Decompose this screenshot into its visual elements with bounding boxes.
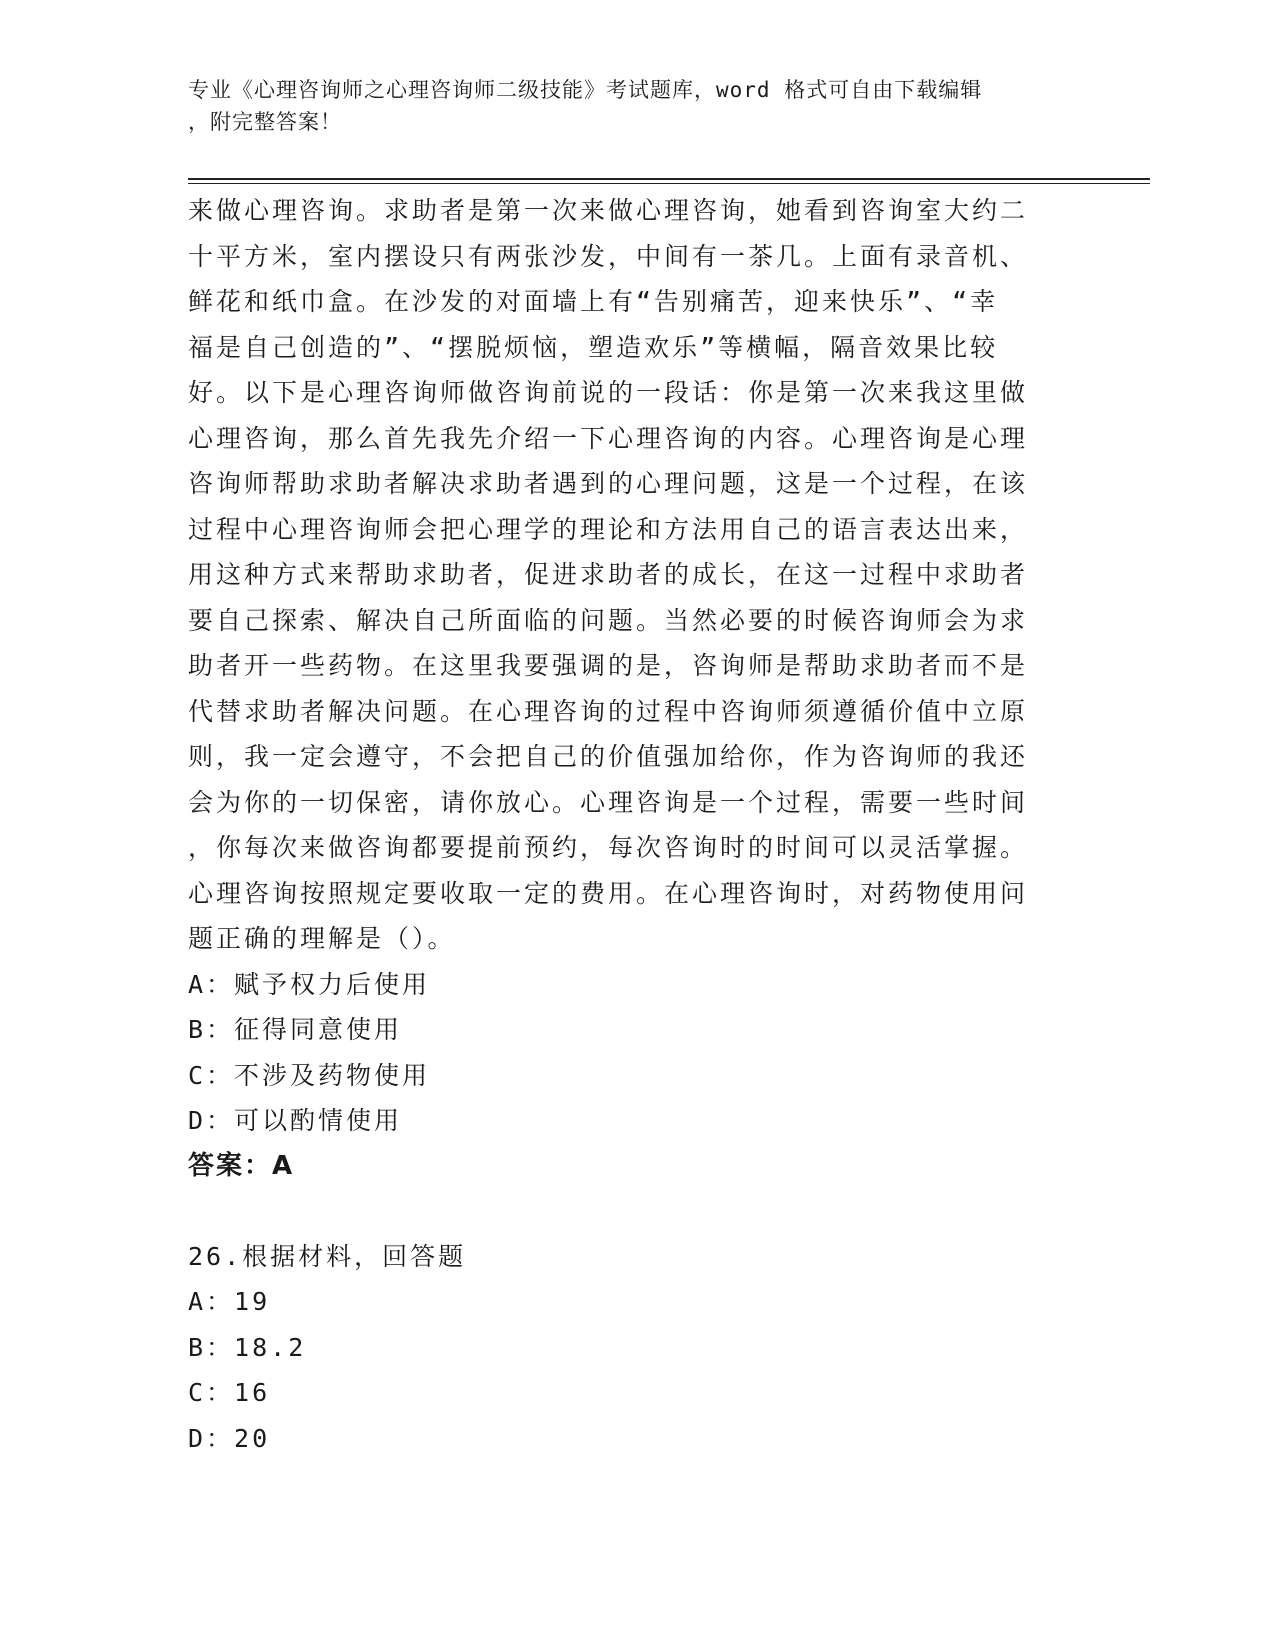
passage-line: 十平方米，室内摆设只有两张沙发，中间有一茶几。上面有录音机、 [188,241,1029,271]
header-title-line-1: 专业《心理咨询师之心理咨询师二级技能》考试题库，word 格式可自由下载编辑 [188,78,983,102]
option-a: A：19 [188,1287,271,1316]
header-title-line-2: ，附完整答案！ [188,110,342,134]
passage-line: 心理咨询，那么首先我先介绍一下心理咨询的内容。心理咨询是心理 [188,423,1029,453]
option-c: C：16 [188,1378,271,1407]
option-b: B：征得同意使用 [188,1015,403,1044]
passage-line: 咨询师帮助求助者解决求助者遇到的心理问题，这是一个过程，在该 [188,469,1029,498]
option-a: A：赋予权力后使用 [188,969,431,999]
option-d: D：20 [188,1423,271,1453]
passage-line: 要自己探索、解决自己所面临的问题。当然必要的时候咨询师会为求 [188,605,1029,635]
passage-line: 用这种方式来帮助求助者，促进求助者的成长，在这一过程中求助者 [188,560,1029,589]
question-25-answer: 答案：A [188,1150,295,1181]
passage-line: 题正确的理解是（）。 [188,924,456,953]
header-divider-thin [188,183,1150,184]
question-26-stem: 26.根据材料，回答题 [188,1241,467,1271]
question-25-passage [188,188,1058,962]
option-c: C：不涉及药物使用 [188,1060,431,1090]
question-26 [188,1234,1058,1462]
passage-line: 来做心理咨询。求助者是第一次来做心理咨询，她看到咨询室大约二 [188,196,1029,225]
document-header [188,74,1068,138]
section-spacer [188,1189,1058,1234]
option-b: B：18.2 [188,1332,307,1362]
header-divider [188,178,1150,180]
option-d: D：可以酌情使用 [188,1106,403,1135]
passage-line: 心理咨询按照规定要收取一定的费用。在心理咨询时，对药物使用问 [188,878,1029,908]
question-25-options [188,962,1058,1144]
document-body [188,188,1058,1461]
passage-line: 过程中心理咨询师会把心理学的理论和方法用自己的语言表达出来， [188,514,1029,544]
passage-line: 福是自己创造的”、“摆脱烦恼，塑造欢乐”等横幅，隔音效果比较 [188,332,999,362]
passage-line: ，你每次来做咨询都要提前预约，每次咨询时的时间可以灵活掌握。 [188,833,1029,862]
passage-line: 会为你的一切保密，请你放心。心理咨询是一个过程，需要一些时间 [188,787,1029,817]
passage-line: 则，我一定会遵守，不会把自己的价值强加给你，作为咨询师的我还 [188,742,1029,771]
passage-line: 助者开一些药物。在这里我要强调的是，咨询师是帮助求助者而不是 [188,651,1029,680]
passage-line: 好。以下是心理咨询师做咨询前说的一段话：你是第一次来我这里做 [188,378,1029,407]
passage-line: 鲜花和纸巾盒。在沙发的对面墙上有“告别痛苦，迎来快乐”、“幸 [188,287,999,316]
passage-line: 代替求助者解决问题。在心理咨询的过程中咨询师须遵循价值中立原 [188,696,1029,726]
